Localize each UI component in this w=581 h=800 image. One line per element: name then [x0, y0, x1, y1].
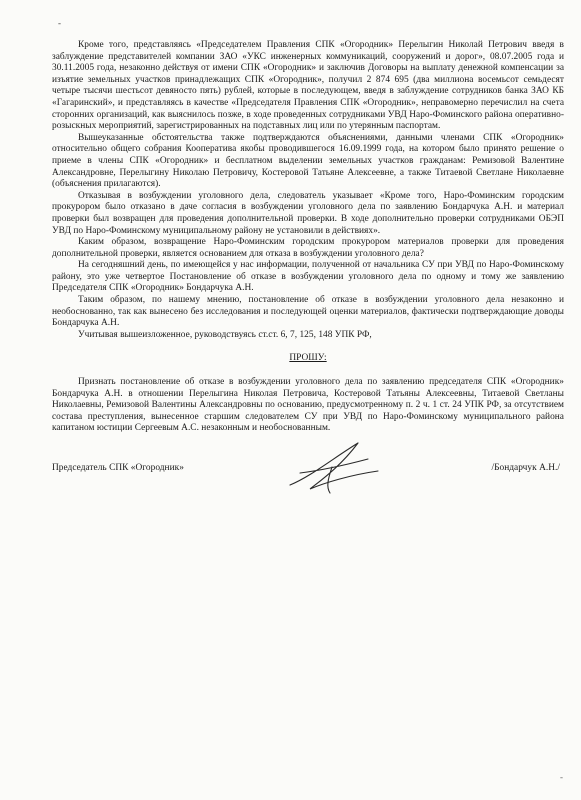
document-body [52, 40, 564, 503]
page-mark: - [58, 18, 61, 28]
handwritten-signature [280, 437, 390, 497]
paragraph-2: Вышеуказанные обстоятельства также подтверждаются объяснениями, данными членами СПК «Огородник» относительно общего собрания Кооператива якобы проводившегося 16.09.1999 года, на котором было принято решение о приеме в члены СПК «Огородник» и бесплатном выделении земельных участков гражданам: Ремизовой Валентине Александровне, Перелыгину Николаю Петровичу, Костеровой Татьяне Алексеевне, а также Титаевой Светлане Николаевне (объяснения прилагаются). [52, 132, 564, 190]
paragraph-3: Отказывая в возбуждении уголовного дела, следователь указывает «Кроме того, Наро-Фоминским городским прокурором было отказано в даче согласия в возбуждении уголовного дела по заявлению Бондарчука А.Н. и материал проверки был возвращен для проведения дополнительной проверки. В ходе дополнительно проверки сотрудниками ОБЭП УВД по Наро-Фоминскому муниципальному району не установили в действиях». [52, 190, 564, 236]
paragraph-6: Таким образом, по нашему мнению, постановление об отказе в возбуждении уголовного дела незаконно и необоснованно, так как вынесено без исследования и последующей оценки материалов, фактически подтверждающие доводы Бондарчука А.Н. [52, 295, 564, 329]
paragraph-7: Учитывая вышеизложенное, руководствуясь ст.ст. 6, 7, 125, 148 УПК РФ, [78, 329, 372, 340]
paragraph-5: На сегодняшний день, по имеющейся у нас информации, полученной от начальника СУ при УВД по Наро-Фоминскому району, это уже четвертое Постановление об отказе в возбуждении уголовного дела по одному и тому же заявлению Председателя СПК «Огородник» Бондарчука А.Н. [52, 260, 564, 294]
paragraph-1: Кроме того, представляясь «Председателем Правления СПК «Огородник» Перелыгин Николай Петрович введя в заблуждение представителей компании ЗАО «УКС инженерных коммуникаций, сооружений и дорог», 08.07.2005 года и 30.11.2005 года, незаконно действуя от имени СПК «Огородник» и заключив Договоры на выплату денежной компенсации за изъятие земельных участков принадлежащих СПК «Огородник», получил 2 874 695 (два миллиона восемьсот семьдесят четыре тысячи шестьсот девяносто пять) рублей, которые в последующем, введя в заблуждение сотрудников банка ЗАО КБ «Гагаринский», и представляясь в качестве «Председателя Правления СПК «Огородник», неправомерно перечислил на счета сторонних организаций, как выяснилось позже, в ходе проведенных сотрудниками УВД Наро-Фоминского района оперативно-розыскных мероприятий, зарегистрированных на подставных лиц или по утерянным паспортам. [52, 40, 564, 132]
footer-mark: - [560, 772, 563, 782]
signer-title: Председатель СПК «Огородник» [52, 463, 184, 473]
paragraph-4: Каким образом, возвращение Наро-Фоминским городским прокурором материалов проверки для проведения дополнительной проверки, является основанием для отказа в возбуждении уголовного дела? [52, 237, 564, 259]
signature-block [52, 463, 564, 503]
section-heading: ПРОШУ: [289, 353, 327, 364]
signer-name: /Бондарчук А.Н./ [491, 463, 560, 473]
request-paragraph: Признать постановление об отказе в возбуждении уголовного дела по заявлению председателя СПК «Огородник» Бондарчука А.Н. в отношении Перелыгина Николая Петровича, Костеровой Татьяны Алексеевны, Титаевой Светланы Николаевны, Ремизовой Валентины Александровны по основанию, предусмотренному п. 2 ч. 1 ст. 24 УПК РФ, за отсутствием состава преступления, вынесенное старшим следователем СУ при УВД по Наро-Фоминскому муниципального района капитаном юстиции Сергеевым А.С. незаконным и необоснованным. [52, 377, 564, 434]
